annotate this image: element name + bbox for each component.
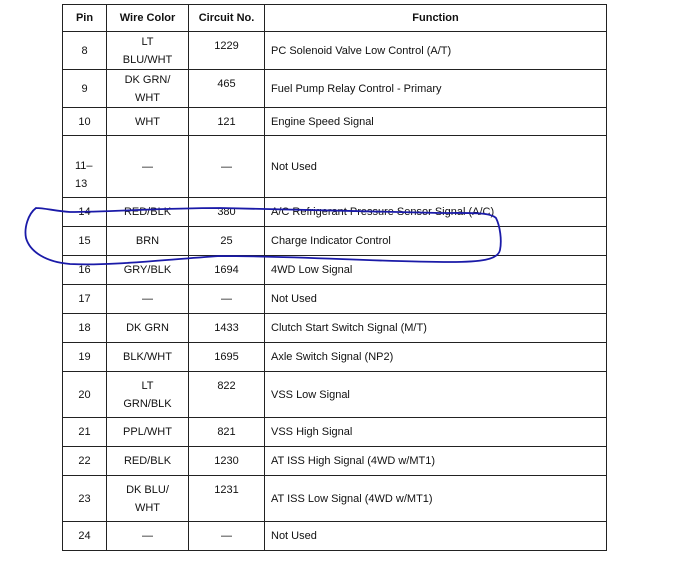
function-cell: Clutch Start Switch Signal (M/T)	[265, 314, 607, 343]
circuit-no-cell: 1695	[189, 343, 265, 372]
header-circuit-no: Circuit No.	[189, 5, 265, 32]
wire-color-text: —	[142, 293, 153, 305]
wire-color-cell	[107, 447, 189, 476]
table-row	[63, 476, 607, 522]
wire-color-cell	[107, 285, 189, 314]
function-cell: Charge Indicator Control	[265, 227, 607, 256]
table-row	[63, 136, 607, 198]
wire-color-cell	[107, 32, 189, 70]
table-row	[63, 418, 607, 447]
pin-cell: 17	[63, 285, 107, 314]
table-row	[63, 343, 607, 372]
pin-cell	[63, 136, 107, 198]
wire-color-cell	[107, 343, 189, 372]
wire-color-cell	[107, 256, 189, 285]
function-cell: Axle Switch Signal (NP2)	[265, 343, 607, 372]
table-row	[63, 32, 607, 70]
wire-color-cell	[107, 198, 189, 227]
wire-color-text: DK GRN	[126, 322, 169, 334]
wire-color-cell	[107, 227, 189, 256]
pin-cell: 22	[63, 447, 107, 476]
circuit-no-cell: 465	[189, 70, 265, 108]
header-row	[63, 5, 607, 32]
wire-color-text: BRN	[135, 235, 160, 247]
circuit-no-cell: 380	[189, 198, 265, 227]
wire-color-text: WHT	[134, 115, 161, 128]
wire-color-cell	[107, 372, 189, 418]
wire-color-text: DK BLU/	[126, 483, 169, 496]
pin-cell: 16	[63, 256, 107, 285]
wire-color-text: BLK/WHT	[123, 351, 172, 363]
header-wire-color: Wire Color	[107, 5, 189, 32]
pin-cell: 21	[63, 418, 107, 447]
pin-cell: 9	[63, 70, 107, 108]
wire-color-text: RED/BLK	[123, 455, 172, 467]
pinout-table	[62, 4, 607, 551]
circuit-no-cell: —	[189, 522, 265, 551]
table-row	[63, 447, 607, 476]
pin-cell: 15	[63, 227, 107, 256]
circuit-no-cell: 1231	[189, 476, 265, 522]
pin-text: 11–	[75, 160, 93, 172]
circuit-no-cell: 121	[189, 108, 265, 136]
wire-color-cell	[107, 418, 189, 447]
table-row	[63, 522, 607, 551]
function-cell: Not Used	[265, 136, 607, 198]
circuit-no-cell: —	[189, 285, 265, 314]
wire-color-text: —	[142, 160, 153, 173]
table-row	[63, 108, 607, 136]
pin-text: 13	[75, 178, 88, 190]
pin-cell: 20	[63, 372, 107, 418]
pin-cell: 14	[63, 198, 107, 227]
pin-cell: 23	[63, 476, 107, 522]
function-cell: Fuel Pump Relay Control - Primary	[265, 70, 607, 108]
function-cell: AT ISS High Signal (4WD w/MT1)	[265, 447, 607, 476]
wire-color-cell	[107, 314, 189, 343]
wire-color-text: —	[142, 530, 153, 542]
wire-color-text: LT	[141, 379, 154, 392]
circuit-no-cell: 1230	[189, 447, 265, 476]
pin-cell: 18	[63, 314, 107, 343]
function-cell: VSS High Signal	[265, 418, 607, 447]
wire-color-cell	[107, 136, 189, 198]
table-row	[63, 314, 607, 343]
wire-color-text: WHT	[134, 501, 161, 514]
circuit-no-cell: 25	[189, 227, 265, 256]
table-row	[63, 256, 607, 285]
function-cell: 4WD Low Signal	[265, 256, 607, 285]
circuit-no-cell: 1229	[189, 32, 265, 70]
circuit-no-cell: 1694	[189, 256, 265, 285]
pin-cell: 8	[63, 32, 107, 70]
header-function: Function	[265, 5, 607, 32]
wire-color-text: WHT	[134, 91, 161, 104]
wire-color-cell	[107, 522, 189, 551]
function-cell: PC Solenoid Valve Low Control (A/T)	[265, 32, 607, 70]
circuit-no-cell: 822	[189, 372, 265, 418]
table-row	[63, 70, 607, 108]
circuit-no-cell: 1433	[189, 314, 265, 343]
wire-color-text: RED/BLK	[123, 206, 172, 218]
function-cell: Not Used	[265, 285, 607, 314]
table-row	[63, 198, 607, 227]
pin-cell: 24	[63, 522, 107, 551]
wire-color-text: DK GRN/	[124, 73, 171, 86]
function-cell: AT ISS Low Signal (4WD w/MT1)	[265, 476, 607, 522]
table-row	[63, 372, 607, 418]
wire-color-text: PPL/WHT	[123, 426, 172, 438]
wire-color-cell	[107, 70, 189, 108]
wire-color-cell	[107, 108, 189, 136]
table-row	[63, 285, 607, 314]
circuit-no-cell: 821	[189, 418, 265, 447]
table-row	[63, 227, 607, 256]
wire-color-cell	[107, 476, 189, 522]
wire-color-text: LT	[141, 35, 154, 48]
function-cell: VSS Low Signal	[265, 372, 607, 418]
circuit-no-cell: —	[189, 136, 265, 198]
function-cell: Engine Speed Signal	[265, 108, 607, 136]
header-pin: Pin	[63, 5, 107, 32]
function-cell: A/C Refrigerant Pressure Sensor Signal (A/C)	[265, 198, 607, 227]
pin-cell: 10	[63, 108, 107, 136]
function-cell: Not Used	[265, 522, 607, 551]
pin-cell: 19	[63, 343, 107, 372]
wire-color-text: GRY/BLK	[123, 264, 172, 276]
wire-color-text: BLU/WHT	[122, 53, 173, 66]
wire-color-text: GRN/BLK	[123, 397, 172, 410]
